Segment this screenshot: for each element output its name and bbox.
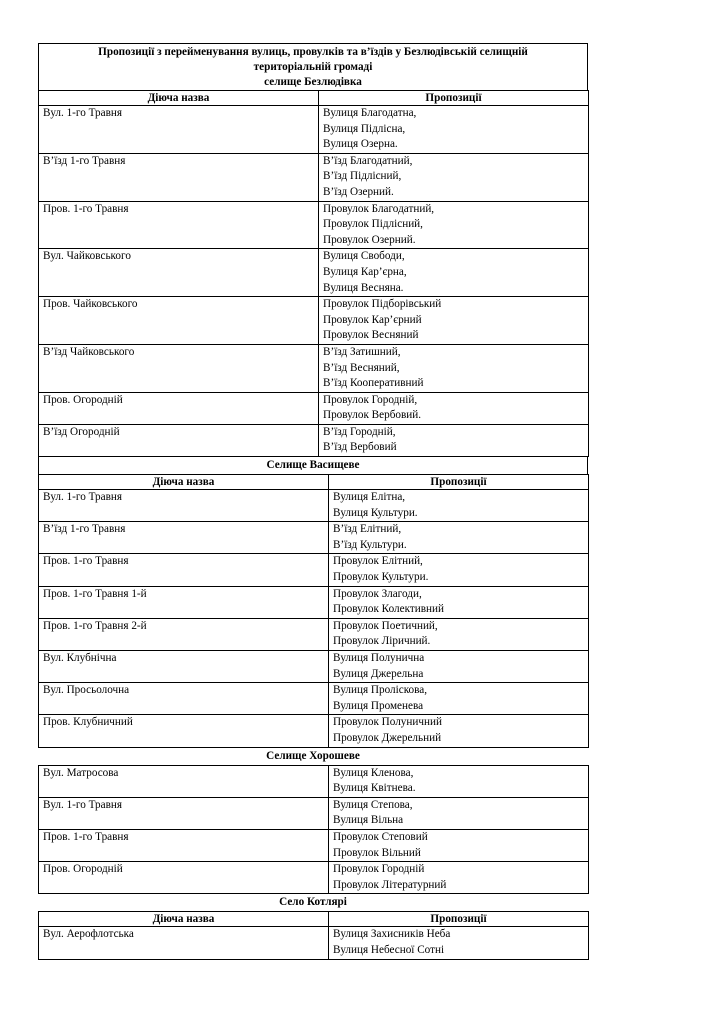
table-row (39, 201, 589, 249)
column-header-proposals: Пропозиції (329, 475, 589, 490)
proposals-cell (319, 106, 589, 154)
current-name-cell: Пров. 1-го Травня 1-й (39, 586, 329, 618)
table-row (39, 392, 589, 424)
proposal-item: Провулок Весняний (323, 329, 419, 342)
proposal-item: Вулиця Кар’єрна, (323, 265, 407, 278)
proposal-item: Вулиця Проліскова, (333, 684, 428, 697)
current-name-cell: Пров. 1-го Травня (39, 201, 319, 249)
column-header-proposals: Пропозиції (319, 91, 589, 106)
table-row (39, 715, 589, 747)
proposal-item: Провулок Поетичний, (333, 619, 438, 632)
proposal-item: Вулиця Підлісна, (323, 122, 406, 135)
section-table (38, 911, 589, 959)
table-row (39, 153, 589, 201)
column-header-proposals: Пропозиції (329, 912, 589, 927)
proposal-item: Провулок Культури. (333, 571, 429, 584)
current-name-cell: Вул. Клубнічна (39, 651, 329, 683)
document-title (38, 43, 588, 75)
current-name-cell: Пров. Чайковського (39, 297, 319, 345)
title-line-1: Пропозиції з перейменування вулиць, провулків та в’їздів у Безлюдівській селищній (98, 46, 528, 58)
proposals-cell (329, 683, 589, 715)
proposal-item: Вулиця Променева (333, 699, 424, 712)
current-name-cell: Вул. Аерофлотська (39, 927, 329, 959)
proposal-item: Провулок Благодатний, (323, 202, 435, 215)
current-name-cell: В’їзд Огородній (39, 424, 319, 456)
current-name-cell: Вул. 1-го Травня (39, 797, 329, 829)
section-heading: Селище Хорошеве (266, 749, 360, 762)
current-name-cell: Пров. Огородній (39, 392, 319, 424)
table-row (39, 765, 589, 797)
current-name-cell: Пров. Клубничний (39, 715, 329, 747)
proposal-item: Провулок Джерельний (333, 731, 442, 744)
proposal-item: Вулиця Джерельна (333, 667, 424, 680)
section-table (38, 90, 589, 457)
proposal-item: Провулок Злагоди, (333, 587, 422, 600)
table-row (39, 651, 589, 683)
proposal-item: Провулок Колективний (333, 603, 444, 616)
table-row (39, 344, 589, 392)
proposal-item: Провулок Озерний. (323, 233, 416, 246)
proposal-item: Провулок Літературний (333, 878, 447, 891)
proposals-cell (319, 392, 589, 424)
proposal-item: В’їзд Благодатний, (323, 154, 413, 167)
current-name-cell: В’їзд 1-го Травня (39, 153, 319, 201)
current-name-cell: Вул. Чайковського (39, 249, 319, 297)
proposal-item: Провулок Городній (333, 863, 425, 876)
table-row (39, 554, 589, 586)
proposal-item: Вулиця Захисників Неба (333, 928, 451, 941)
document (38, 43, 588, 960)
proposals-cell (319, 153, 589, 201)
proposals-cell (329, 715, 589, 747)
proposal-item: В’їзд Вербовий (323, 441, 397, 454)
table-row (39, 297, 589, 345)
section-heading: Селище Васищеве (38, 457, 588, 474)
proposals-cell (329, 829, 589, 861)
table-row (39, 829, 589, 861)
proposals-cell (329, 927, 589, 959)
current-name-cell: В’їзд Чайковського (39, 344, 319, 392)
proposal-item: Вулиця Кленова, (333, 766, 414, 779)
current-name-cell: Вул. Матросова (39, 765, 329, 797)
proposals-cell (319, 297, 589, 345)
proposal-item: В’їзд Кооперативний (323, 377, 424, 390)
section-table (38, 765, 589, 895)
proposals-cell (329, 862, 589, 894)
table-row (39, 522, 589, 554)
proposal-item: Провулок Елітний, (333, 555, 423, 568)
current-name-cell: Пров. Огородній (39, 862, 329, 894)
column-header-current: Діюча назва (39, 912, 329, 927)
proposal-item: Вулиця Благодатна, (323, 107, 417, 119)
proposals-cell (329, 522, 589, 554)
section-heading: Село Котлярі (279, 896, 347, 909)
table-row (39, 106, 589, 154)
table-row (39, 927, 589, 959)
proposals-cell (329, 490, 589, 522)
proposal-item: Провулок Полуничний (333, 716, 442, 729)
proposal-item: Провулок Степовий (333, 830, 428, 843)
current-name-cell: Пров. 1-го Травня 2-й (39, 618, 329, 650)
proposal-item: Провулок Кар’єрний (323, 313, 422, 326)
current-name-cell: Пров. 1-го Травня (39, 554, 329, 586)
title-line-2: територіальній громаді (253, 61, 373, 73)
table-row (39, 618, 589, 650)
proposal-item: Провулок Вільний (333, 846, 421, 859)
proposal-item: Провулок Підборівський (323, 298, 442, 311)
table-row (39, 862, 589, 894)
proposal-item: В’їзд Озерний. (323, 185, 394, 198)
proposal-item: В’їзд Весняний, (323, 361, 400, 374)
proposal-item: В’їзд Затишний, (323, 345, 401, 358)
proposals-cell (329, 586, 589, 618)
proposal-item: Провулок Вербовий. (323, 409, 422, 422)
column-header-current: Діюча назва (39, 475, 329, 490)
proposal-item: Вулиця Культури. (333, 506, 418, 519)
proposal-item: Вулиця Весняна. (323, 281, 404, 294)
proposals-cell (319, 344, 589, 392)
proposals-cell (319, 424, 589, 456)
proposals-cell (319, 201, 589, 249)
proposal-item: Вулиця Небесної Сотні (333, 943, 445, 956)
table-row (39, 249, 589, 297)
proposals-cell (329, 765, 589, 797)
proposal-item: Вулиця Степова, (333, 798, 413, 811)
proposal-item: Вулиця Озерна. (323, 138, 398, 151)
proposal-item: Вулиця Квітнева. (333, 782, 416, 795)
proposal-item: Провулок Городній, (323, 393, 418, 406)
table-row (39, 797, 589, 829)
current-name-cell: Вул. 1-го Травня (39, 490, 329, 522)
section-heading: селище Безлюдівка (38, 75, 588, 90)
table-row (39, 424, 589, 456)
proposal-item: Вулиця Елітна, (333, 491, 406, 504)
proposals-cell (329, 651, 589, 683)
proposal-item: Вулиця Свободи, (323, 250, 405, 263)
table-row (39, 586, 589, 618)
table-row (39, 683, 589, 715)
proposal-item: Провулок Ліричний. (333, 635, 431, 648)
current-name-cell: Пров. 1-го Травня (39, 829, 329, 861)
proposal-item: Провулок Підлісний, (323, 218, 423, 231)
proposal-item: В’їзд Городній, (323, 425, 396, 438)
current-name-cell: Вул. Просьолочна (39, 683, 329, 715)
column-header-current: Діюча назва (39, 91, 319, 106)
section-table (38, 474, 589, 748)
current-name-cell: Вул. 1-го Травня (39, 106, 319, 154)
proposal-item: Вулиця Вільна (333, 814, 404, 827)
proposals-cell (329, 797, 589, 829)
table-row (39, 490, 589, 522)
proposal-item: В’їзд Підлісний, (323, 170, 402, 183)
proposal-item: В’їзд Культури. (333, 538, 407, 551)
current-name-cell: В’їзд 1-го Травня (39, 522, 329, 554)
proposals-cell (329, 618, 589, 650)
proposals-cell (319, 249, 589, 297)
proposals-cell (329, 554, 589, 586)
proposal-item: В’їзд Елітний, (333, 523, 402, 536)
proposal-item: Вулиця Полунична (333, 652, 425, 664)
